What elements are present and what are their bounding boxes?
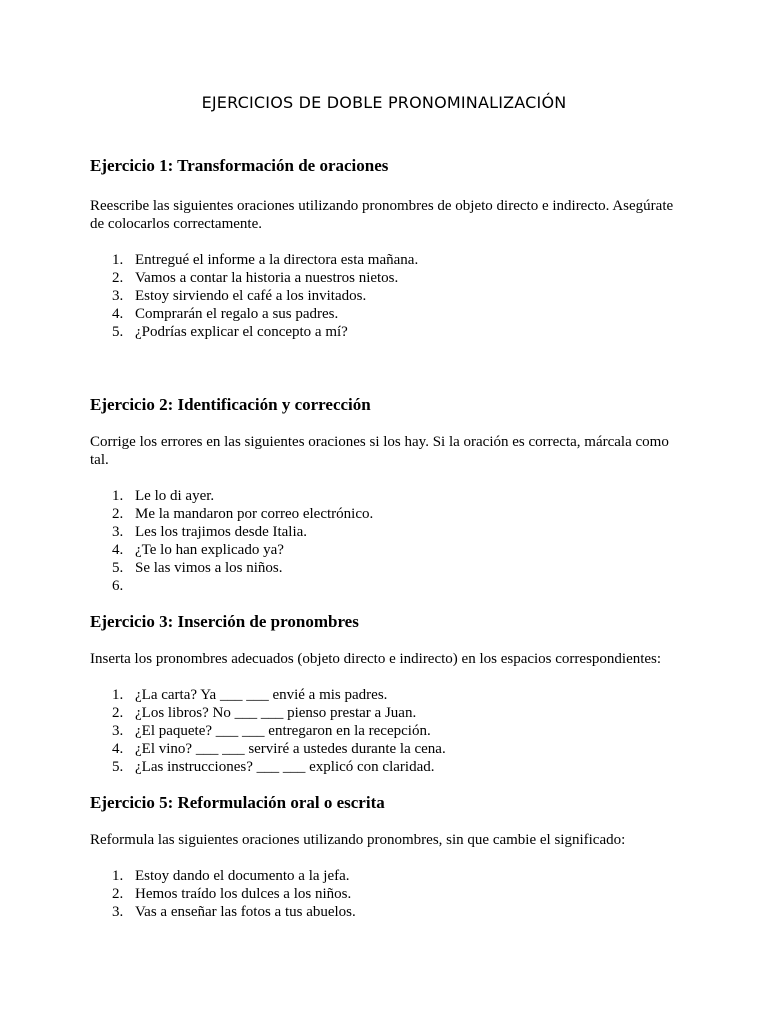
list-item — [90, 559, 690, 577]
list-item — [90, 903, 690, 921]
item-number: 3. — [112, 524, 124, 540]
exercise-5-list — [90, 867, 690, 921]
item-text: Vas a enseñar las fotos a tus abuelos. — [135, 904, 356, 920]
item-number: 3. — [112, 723, 124, 739]
item-text: Comprarán el regalo a sus padres. — [135, 306, 339, 322]
item-number: 4. — [112, 542, 124, 558]
item-text: Estoy sirviendo el café a los invitados. — [135, 288, 367, 304]
list-item — [90, 505, 690, 523]
list-item — [90, 323, 690, 341]
item-number: 3. — [112, 904, 124, 920]
exercise-5-section — [90, 792, 690, 921]
item-text: ¿Podrías explicar el concepto a mí? — [135, 324, 348, 340]
item-text: Estoy dando el documento a la jefa. — [135, 868, 350, 884]
item-text: Hemos traído los dulces a los niños. — [135, 886, 352, 902]
item-number: 2. — [112, 506, 124, 522]
item-number: 5. — [112, 759, 124, 775]
list-item — [90, 287, 690, 305]
exercise-5-heading: Ejercicio 5: Reformulación oral o escrita — [90, 793, 385, 812]
exercise-1-list — [90, 251, 690, 341]
item-number: 5. — [112, 324, 124, 340]
list-item — [90, 541, 690, 559]
item-text: Les los trajimos desde Italia. — [135, 524, 308, 540]
list-item — [90, 758, 690, 776]
exercise-3-list — [90, 686, 690, 776]
list-item — [90, 269, 690, 287]
item-number: 1. — [112, 868, 124, 884]
exercise-3-heading: Ejercicio 3: Inserción de pronombres — [90, 612, 359, 631]
item-text: ¿El vino? ___ ___ serviré a ustedes durante la cena. — [135, 741, 446, 757]
exercise-2-heading: Ejercicio 2: Identificación y corrección — [90, 395, 371, 414]
exercise-1-instructions: Reescribe las siguientes oraciones utilizando pronombres de objeto directo e indirecto. Asegúrate de colocarlos correctamente. — [90, 198, 674, 232]
item-number: 2. — [112, 886, 124, 902]
exercise-2-section — [90, 394, 690, 595]
item-text: Entregué el informe a la directora esta mañana. — [135, 252, 419, 268]
exercise-2-list — [90, 487, 690, 595]
item-number: 4. — [112, 306, 124, 322]
list-item — [90, 251, 690, 269]
item-text: ¿La carta? Ya ___ ___ envié a mis padres. — [135, 687, 388, 703]
page-title: EJERCICIOS DE DOBLE PRONOMINALIZACIÓN — [201, 93, 567, 112]
item-text: Me la mandaron por correo electrónico. — [135, 506, 374, 522]
list-item — [90, 867, 690, 885]
exercise-1-heading: Ejercicio 1: Transformación de oraciones — [90, 156, 389, 175]
list-item — [90, 305, 690, 323]
item-number: 2. — [112, 270, 124, 286]
item-number: 6. — [112, 578, 124, 594]
item-number: 1. — [112, 687, 124, 703]
list-item — [90, 740, 690, 758]
list-item — [90, 523, 690, 541]
exercise-2-instructions: Corrige los errores en las siguientes oraciones si los hay. Si la oración es correcta, márcala como tal. — [90, 434, 669, 468]
item-number: 1. — [112, 252, 124, 268]
item-text: Vamos a contar la historia a nuestros nietos. — [135, 270, 399, 286]
list-item — [90, 722, 690, 740]
item-number: 3. — [112, 288, 124, 304]
exercise-3-instructions: Inserta los pronombres adecuados (objeto directo e indirecto) en los espacios correspondientes: — [90, 651, 662, 667]
list-item — [90, 686, 690, 704]
item-text: ¿Te lo han explicado ya? — [135, 542, 284, 558]
list-item — [90, 577, 690, 595]
item-text: ¿Las instrucciones? ___ ___ explicó con claridad. — [135, 759, 435, 775]
item-number: 2. — [112, 705, 124, 721]
item-number: 5. — [112, 560, 124, 576]
list-item — [90, 487, 690, 505]
item-text: Se las vimos a los niños. — [135, 560, 283, 576]
item-text: ¿El paquete? ___ ___ entregaron en la recepción. — [135, 723, 431, 739]
exercise-5-instructions: Reformula las siguientes oraciones utilizando pronombres, sin que cambie el significado: — [90, 832, 626, 848]
item-text: Le lo di ayer. — [135, 488, 215, 504]
list-item — [90, 885, 690, 903]
item-number: 1. — [112, 488, 124, 504]
item-number: 4. — [112, 741, 124, 757]
exercise-1-section — [90, 155, 690, 341]
list-item — [90, 704, 690, 722]
exercise-3-section — [90, 611, 690, 776]
item-text: ¿Los libros? No ___ ___ pienso prestar a Juan. — [135, 705, 417, 721]
